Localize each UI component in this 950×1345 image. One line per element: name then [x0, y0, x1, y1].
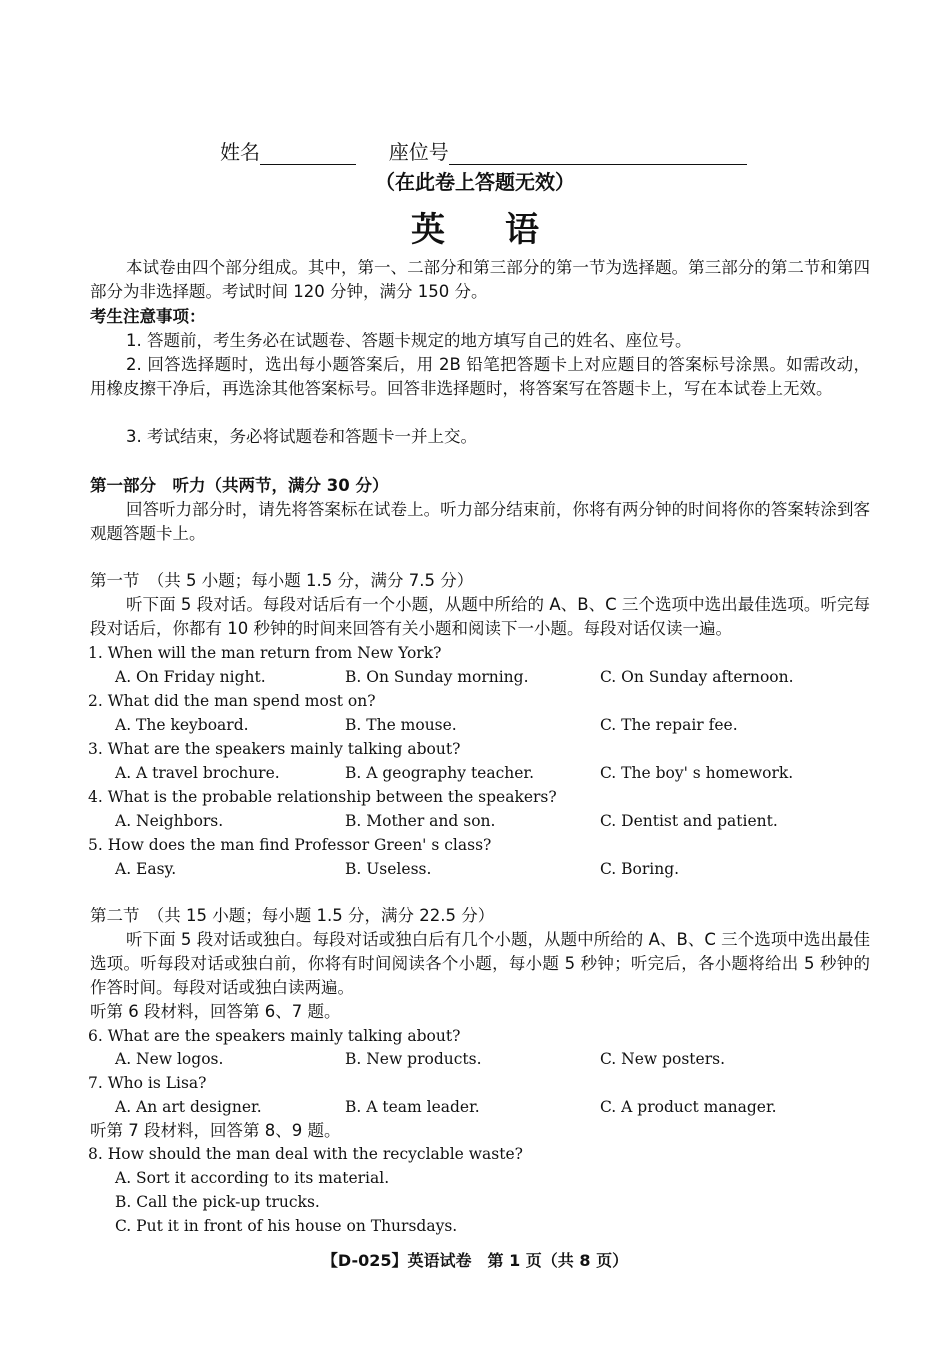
name-blank [260, 144, 356, 165]
material-6-instruction: 听第 6 段材料，回答第 6、7 题。 [90, 1002, 341, 1021]
q6-option-c: C. New posters. [600, 1050, 725, 1068]
q4-option-b: B. Mother and son. [345, 812, 496, 830]
question-7: 7. Who is Lisa? [88, 1074, 207, 1092]
q8-option-c: C. Put it in front of his house on Thursdays. [115, 1217, 458, 1235]
page-title: 英语 [411, 210, 599, 250]
part1-description: 回答听力部分时，请先将答案标在试卷上。听力部分结束前，你将有两分钟的时间将你的答案转涂到客观题答题卡上。 [90, 500, 870, 543]
q7-option-a: A. An art designer. [115, 1098, 262, 1116]
q3-option-a: A. A travel brochure. [115, 764, 280, 782]
q6-option-a: A. New logos. [115, 1050, 224, 1068]
question-3: 3. What are the speakers mainly talking about? [88, 740, 461, 758]
q3-option-c: C. The boy' s homework. [600, 764, 794, 782]
section2-description: 听下面 5 段对话或独白。每段对话或独白后有几个小题，从题中所给的 A、B、C 三个选项中选出最佳选项。听每段对话或独白前，你将有时间阅读各个小题，每小题 5 秒钟；听完后，各小题将给出 5 秒钟的作答时间。每段对话或独白读两遍。 [90, 930, 870, 997]
question-8: 8. How should the man deal with the recyclable waste? [88, 1145, 523, 1163]
q5-option-a: A. Easy. [115, 860, 177, 878]
q7-option-c: C. A product manager. [600, 1098, 777, 1116]
intro-paragraph: 本试卷由四个部分组成。其中，第一、二部分和第三部分的第一节为选择题。第三部分的第二节和第四部分为非选择题。考试时间 120 分钟，满分 150 分。 [90, 258, 870, 301]
notice-title: 考生注意事项： [90, 307, 206, 326]
section2-title: 第二节 （共 15 小题；每小题 1.5 分，满分 22.5 分） [90, 906, 495, 925]
rule-1: 1. 答题前，考生务必在试题卷、答题卡规定的地方填写自己的姓名、座位号。 [126, 331, 692, 350]
question-6: 6. What are the speakers mainly talking about? [88, 1027, 461, 1045]
q1-option-a: A. On Friday night. [115, 668, 266, 686]
q5-option-c: C. Boring. [600, 860, 680, 878]
section1-title: 第一节 （共 5 小题；每小题 1.5 分，满分 7.5 分） [90, 571, 474, 590]
page-footer: 【D-025】英语试卷 第 1 页（共 8 页） [321, 1251, 629, 1270]
q8-option-b: B. Call the pick-up trucks. [115, 1193, 320, 1211]
question-2: 2. What did the man spend most on? [88, 692, 376, 710]
question-5: 5. How does the man find Professor Green' s class? [88, 836, 492, 854]
invalid-answer-note: （在此卷上答题无效） [375, 170, 575, 194]
q7-option-b: B. A team leader. [345, 1098, 480, 1116]
header-fields [220, 136, 747, 165]
seat-blank [449, 144, 747, 165]
part1-title: 第一部分 听力（共两节，满分 30 分） [90, 476, 389, 495]
rule-3: 3. 考试结束，务必将试题卷和答题卡一并上交。 [126, 427, 477, 446]
name-label: 姓名 [220, 140, 260, 164]
q2-option-a: A. The keyboard. [115, 716, 249, 734]
q2-option-b: B. The mouse. [345, 716, 457, 734]
q4-option-a: A. Neighbors. [115, 812, 224, 830]
q6-option-b: B. New products. [345, 1050, 482, 1068]
q1-option-c: C. On Sunday afternoon. [600, 668, 794, 686]
material-7-instruction: 听第 7 段材料，回答第 8、9 题。 [90, 1121, 341, 1140]
question-1: 1. When will the man return from New York? [88, 644, 442, 662]
q4-option-c: C. Dentist and patient. [600, 812, 778, 830]
q5-option-b: B. Useless. [345, 860, 432, 878]
section1-description: 听下面 5 段对话。每段对话后有一个小题，从题中所给的 A、B、C 三个选项中选出最佳选项。听完每段对话后，你都有 10 秒钟的时间来回答有关小题和阅读下一小题。每段对话仅读一遍。 [90, 595, 870, 638]
question-4: 4. What is the probable relationship between the speakers? [88, 788, 557, 806]
seat-label: 座位号 [388, 140, 449, 164]
q3-option-b: B. A geography teacher. [345, 764, 535, 782]
q2-option-c: C. The repair fee. [600, 716, 738, 734]
rule-2: 2. 回答选择题时，选出每小题答案后，用 2B 铅笔把答题卡上对应题目的答案标号涂黑。如需改动，用橡皮擦干净后，再选涂其他答案标号。回答非选择题时，将答案写在答题卡上，写在本试卷上无效。 [90, 355, 870, 398]
q1-option-b: B. On Sunday morning. [345, 668, 529, 686]
q8-option-a: A. Sort it according to its material. [115, 1169, 390, 1187]
